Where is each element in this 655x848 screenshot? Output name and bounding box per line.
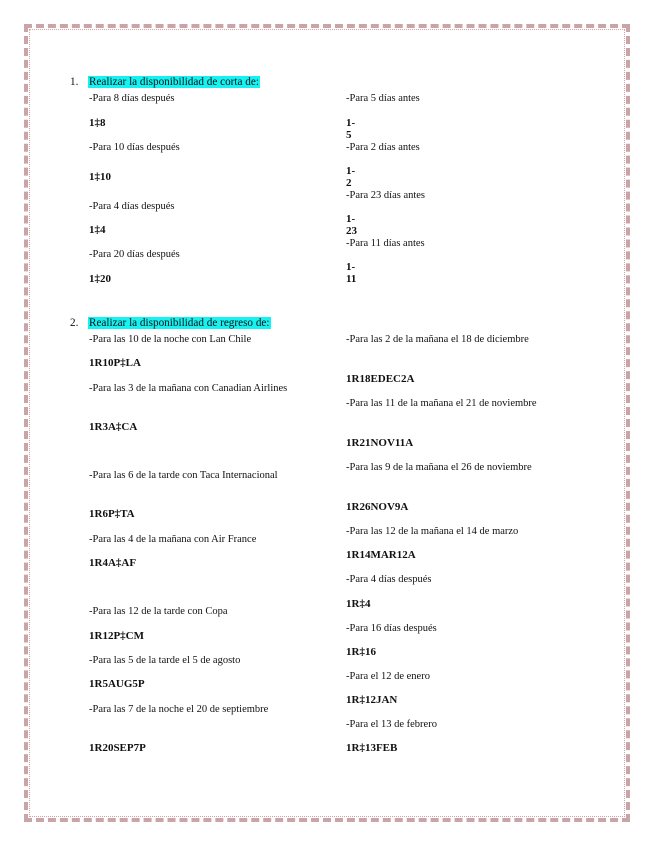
entry-code: 1‡10 bbox=[89, 171, 111, 183]
entry-label: -Para las 3 de la mañana con Canadian Airlines bbox=[89, 383, 288, 394]
entry-code: 1R3A‡CA bbox=[89, 421, 138, 433]
entry-label: -Para las 5 de la tarde el 5 de agosto bbox=[89, 655, 241, 666]
entry-label: -Para 4 días después bbox=[346, 574, 432, 585]
section-2-heading bbox=[70, 317, 271, 329]
entry-code: 1-23 bbox=[346, 213, 357, 237]
entry-code: 1R10P‡LA bbox=[89, 357, 141, 369]
section-1-heading bbox=[70, 76, 260, 88]
entry-label: -Para las 11 de la mañana el 21 de noviembre bbox=[346, 398, 537, 409]
entry-label: -Para el 13 de febrero bbox=[346, 719, 437, 730]
entry-code: 1R4A‡AF bbox=[89, 557, 137, 569]
entry-label: -Para las 4 de la mañana con Air France bbox=[89, 534, 257, 545]
entry-code: 1R‡13FEB bbox=[346, 742, 398, 754]
entry-label: -Para las 9 de la mañana el 26 de noviembre bbox=[346, 462, 532, 473]
entry-code: 1‡20 bbox=[89, 273, 111, 285]
entry-code: 1‡8 bbox=[89, 117, 106, 129]
entry-code: 1R5AUG5P bbox=[89, 678, 145, 690]
entry-code: 1-11 bbox=[346, 261, 357, 285]
entry-code: 1R14MAR12A bbox=[346, 549, 416, 561]
entry-label: -Para 16 días después bbox=[346, 623, 437, 634]
section-1-title: Realizar la disponibilidad de corta de: bbox=[89, 76, 259, 88]
entry-code: 1R26NOV9A bbox=[346, 501, 409, 513]
entry-label: -Para las 10 de la noche con Lan Chile bbox=[89, 334, 252, 345]
entry-code: 1R‡16 bbox=[346, 646, 376, 658]
entry-code: 1-2 bbox=[346, 165, 356, 189]
entry-label: -Para 2 días antes bbox=[346, 142, 420, 153]
entry-label: -Para las 12 de la mañana el 14 de marzo bbox=[346, 526, 519, 537]
section-2-number: 2. bbox=[70, 317, 79, 329]
entry-label: -Para 10 días después bbox=[89, 142, 180, 153]
entry-code: 1R‡4 bbox=[346, 598, 371, 610]
entry-code: 1R18EDEC2A bbox=[346, 373, 415, 385]
entry-code: 1‡4 bbox=[89, 224, 106, 236]
entry-code: 1R20SEP7P bbox=[89, 742, 146, 754]
entry-label: -Para las 2 de la mañana el 18 de diciembre bbox=[346, 334, 529, 345]
entry-label: -Para 23 días antes bbox=[346, 190, 426, 201]
entry-code: 1R‡12JAN bbox=[346, 694, 398, 706]
entry-label: -Para 4 días después bbox=[89, 201, 175, 212]
entry-code: 1R12P‡CM bbox=[89, 630, 144, 642]
entry-label: -Para las 6 de la tarde con Taca Internacional bbox=[89, 470, 278, 481]
entry-label: -Para las 12 de la tarde con Copa bbox=[89, 606, 228, 617]
entry-code: 1R6P‡TA bbox=[89, 508, 135, 520]
entry-label: -Para el 12 de enero bbox=[346, 671, 430, 682]
entry-label: -Para 8 días después bbox=[89, 93, 175, 104]
section-2-title: Realizar la disponibilidad de regreso de: bbox=[89, 317, 270, 329]
entry-label: -Para 20 días después bbox=[89, 249, 180, 260]
entry-label: -Para 5 días antes bbox=[346, 93, 420, 104]
entry-code: 1-5 bbox=[346, 117, 356, 141]
entry-label: -Para las 7 de la noche el 20 de septiembre bbox=[89, 704, 269, 715]
entry-label: -Para 11 días antes bbox=[346, 238, 425, 249]
section-1-number: 1. bbox=[70, 76, 79, 88]
entry-code: 1R21NOV11A bbox=[346, 437, 414, 449]
